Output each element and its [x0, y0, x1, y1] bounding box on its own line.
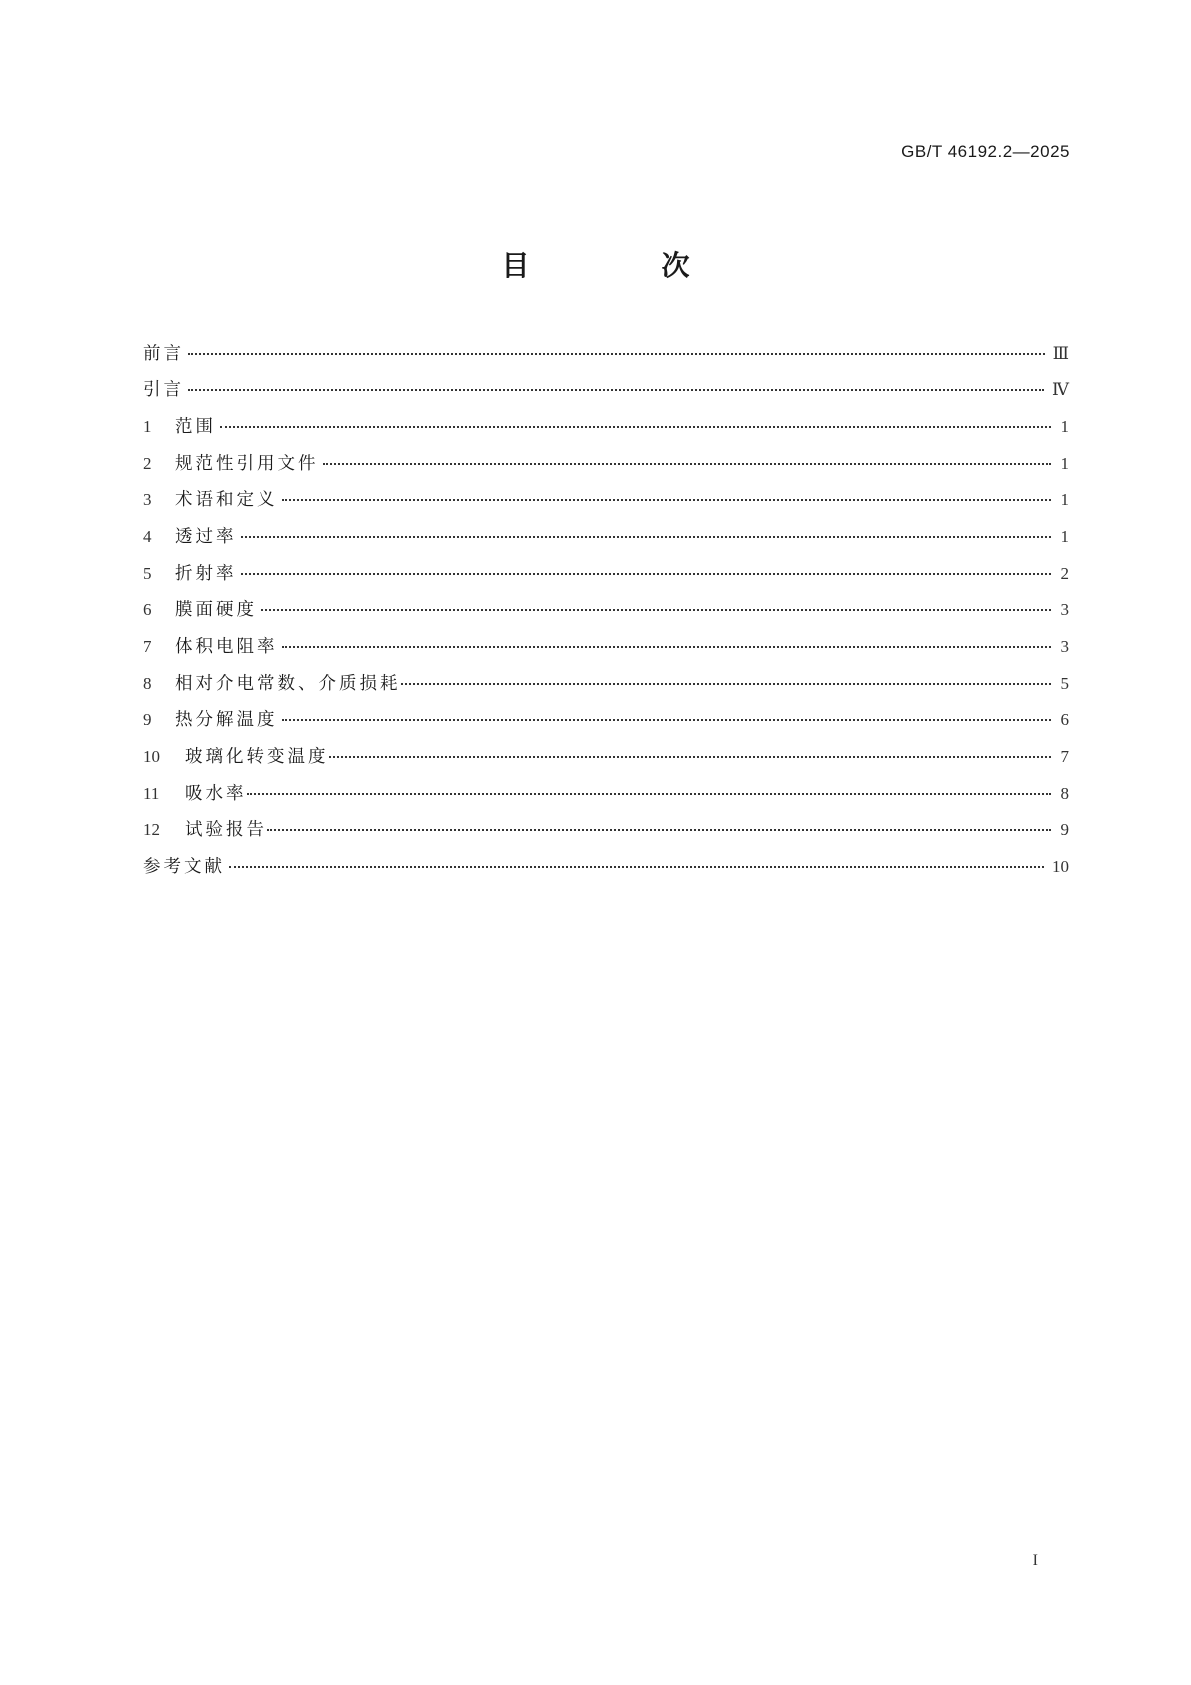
toc-entry-12[interactable] — [143, 816, 1069, 853]
page-title: 目 次 — [501, 249, 742, 282]
toc-entry-page: 8 — [1060, 783, 1069, 803]
toc-entry-9[interactable] — [143, 706, 1069, 743]
toc-entry-label: 参考文献 — [143, 857, 225, 878]
toc-entry-7[interactable] — [143, 633, 1069, 670]
standard-code: GB/T 46192.2—2025 — [901, 142, 1070, 161]
toc-leader-dots — [401, 665, 1052, 685]
toc-leader-dots — [188, 372, 1044, 392]
table-of-contents — [143, 339, 1069, 889]
toc-entry-number: 6 — [143, 600, 152, 620]
toc-leader-dots — [267, 812, 1051, 832]
toc-entry-label: 相对介电常数、介质损耗 — [175, 673, 401, 694]
toc-entry-page: 1 — [1060, 490, 1069, 510]
toc-entry-number: 1 — [143, 416, 152, 436]
toc-entry-label: 规范性引用文件 — [175, 453, 319, 474]
toc-entry-number: 12 — [143, 820, 160, 840]
toc-entry-number: 11 — [143, 783, 160, 803]
toc-entry-page: 3 — [1060, 637, 1069, 656]
toc-entry-page: 1 — [1060, 416, 1069, 436]
toc-leader-dots — [220, 408, 1051, 428]
toc-entry-label: 引言 — [143, 380, 184, 401]
toc-entry-label: 透过率 — [175, 526, 237, 547]
toc-entry-label: 术语和定义 — [175, 490, 278, 511]
toc-entry-bibliography[interactable] — [143, 853, 1069, 890]
toc-entry-5[interactable] — [143, 559, 1069, 596]
toc-entry-label: 热分解温度 — [175, 710, 278, 731]
toc-entry-label: 范围 — [175, 416, 216, 437]
toc-entry-page: 7 — [1060, 747, 1069, 767]
toc-entry-page: 9 — [1060, 820, 1069, 840]
page-number: I — [1032, 1552, 1038, 1569]
toc-leader-dots — [282, 482, 1052, 502]
toc-leader-dots — [229, 849, 1044, 869]
toc-entry-label: 折射率 — [175, 563, 237, 584]
toc-entry-2[interactable] — [143, 449, 1069, 486]
toc-entry-label: 前言 — [143, 343, 184, 364]
toc-entry-4[interactable] — [143, 522, 1069, 559]
toc-entry-number: 9 — [143, 710, 152, 730]
toc-entry-1[interactable] — [143, 412, 1069, 449]
toc-entry-page: 1 — [1060, 453, 1069, 473]
toc-leader-dots — [329, 739, 1052, 759]
toc-entry-6[interactable] — [143, 596, 1069, 633]
toc-entry-number: 2 — [143, 453, 152, 473]
toc-entry-page: 2 — [1060, 563, 1069, 583]
toc-entry-page: 5 — [1060, 673, 1069, 693]
toc-entry-number: 10 — [143, 747, 160, 767]
toc-leader-dots — [261, 592, 1051, 612]
toc-entry-page: 3 — [1060, 600, 1069, 620]
toc-entry-11[interactable] — [143, 779, 1069, 816]
toc-entry-label: 吸水率 — [185, 783, 247, 804]
toc-entry-page: 1 — [1060, 526, 1069, 546]
toc-entry-page: Ⅳ — [1052, 380, 1069, 400]
toc-entry-10[interactable] — [143, 743, 1069, 780]
toc-leader-dots — [241, 555, 1052, 575]
toc-leader-dots — [282, 702, 1052, 722]
toc-entry-label: 膜面硬度 — [175, 600, 257, 621]
toc-entry-3[interactable] — [143, 486, 1069, 523]
toc-entry-introduction[interactable] — [143, 376, 1069, 413]
toc-entry-number: 5 — [143, 563, 152, 583]
toc-leader-dots — [282, 629, 1052, 649]
toc-entry-page: Ⅲ — [1052, 343, 1069, 363]
toc-entry-number: 7 — [143, 637, 152, 656]
toc-leader-dots — [247, 775, 1052, 795]
toc-entry-page: 6 — [1060, 710, 1069, 730]
toc-entry-number: 8 — [143, 673, 152, 693]
toc-entry-number: 3 — [143, 490, 152, 510]
toc-leader-dots — [241, 518, 1052, 538]
toc-entry-page: 10 — [1052, 857, 1069, 877]
toc-entry-8[interactable] — [143, 669, 1069, 706]
toc-leader-dots — [323, 445, 1052, 465]
toc-leader-dots — [188, 335, 1045, 355]
toc-entry-foreword[interactable] — [143, 339, 1069, 376]
toc-entry-label: 玻璃化转变温度 — [185, 747, 329, 768]
toc-entry-number: 4 — [143, 526, 152, 546]
toc-entry-label: 体积电阻率 — [175, 637, 278, 657]
toc-entry-label: 试验报告 — [185, 820, 267, 841]
